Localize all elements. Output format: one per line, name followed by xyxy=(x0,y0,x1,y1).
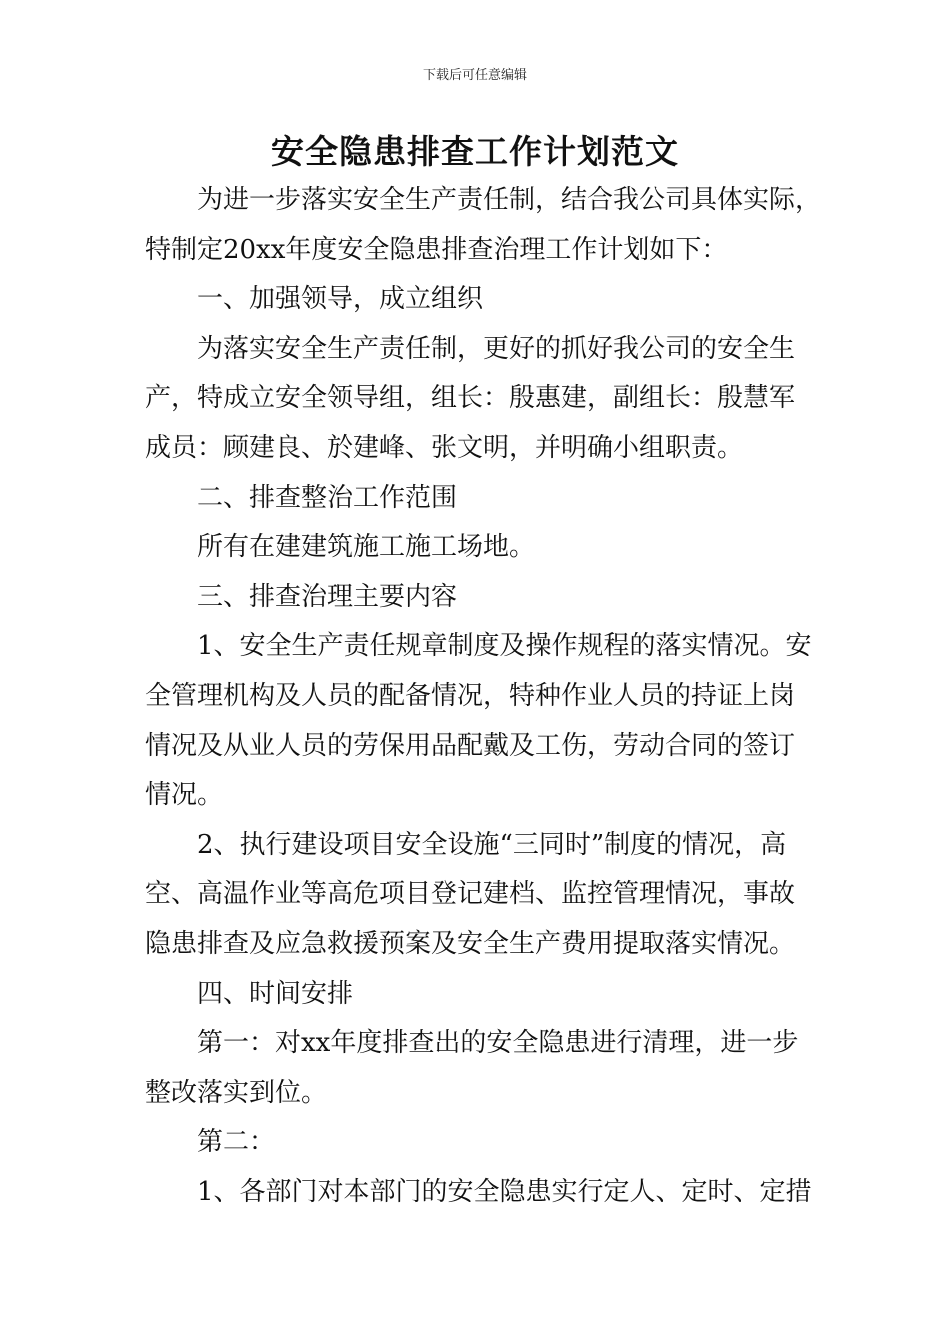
paragraph-line: 所有在建建筑施工施工场地。 xyxy=(197,532,536,563)
paragraph-line: 第一：对xx年度排查出的安全隐患进行清理，进一步 xyxy=(197,1028,799,1059)
paragraph-line: 2、执行建设项目安全设施“三同时”制度的情况，高 xyxy=(197,829,787,860)
paragraph-line: 第二： xyxy=(197,1127,276,1158)
section-heading: 一、加强领导，成立组织 xyxy=(197,284,484,315)
section-heading: 四、时间安排 xyxy=(197,978,354,1009)
paragraph-line: 整改落实到位。 xyxy=(145,1077,328,1108)
paragraph-line: 1、安全生产责任规章制度及操作规程的落实情况。安 xyxy=(197,631,812,662)
paragraph-line: 为进一步落实安全生产责任制，结合我公司具体实际， xyxy=(197,185,822,215)
paragraph-line: 全管理机构及人员的配备情况，特种作业人员的持证上岗 xyxy=(145,680,796,711)
section-heading: 三、排查治理主要内容 xyxy=(197,581,458,612)
section-heading: 二、排查整治工作范围 xyxy=(197,482,458,513)
paragraph-line: 1、各部门对本部门的安全隐患实行定人、定时、定措 xyxy=(197,1176,812,1207)
document-body xyxy=(145,176,822,1217)
page-header-note: 下载后可任意编辑 xyxy=(422,68,527,83)
paragraph-line: 特制定20xx年度安全隐患排查治理工作计划如下： xyxy=(145,234,728,265)
paragraph-line: 成员：顾建良、於建峰、张文明，并明确小组职责。 xyxy=(145,432,744,463)
paragraph-line: 为落实安全生产责任制，更好的抓好我公司的安全生 xyxy=(197,333,796,364)
paragraph-line: 产，特成立安全领导组，组长：殷惠建，副组长：殷慧军 xyxy=(145,383,796,414)
paragraph-line: 空、高温作业等高危项目登记建档、监控管理情况，事故 xyxy=(145,879,796,910)
paragraph-line: 隐患排查及应急救援预案及安全生产费用提取落实情况。 xyxy=(145,928,796,959)
paragraph-line: 情况及从业人员的劳保用品配戴及工伤，劳动合同的签订 xyxy=(145,730,796,761)
document-title: 安全隐患排查工作计划范文 xyxy=(271,132,679,171)
paragraph-line: 情况。 xyxy=(145,780,224,811)
